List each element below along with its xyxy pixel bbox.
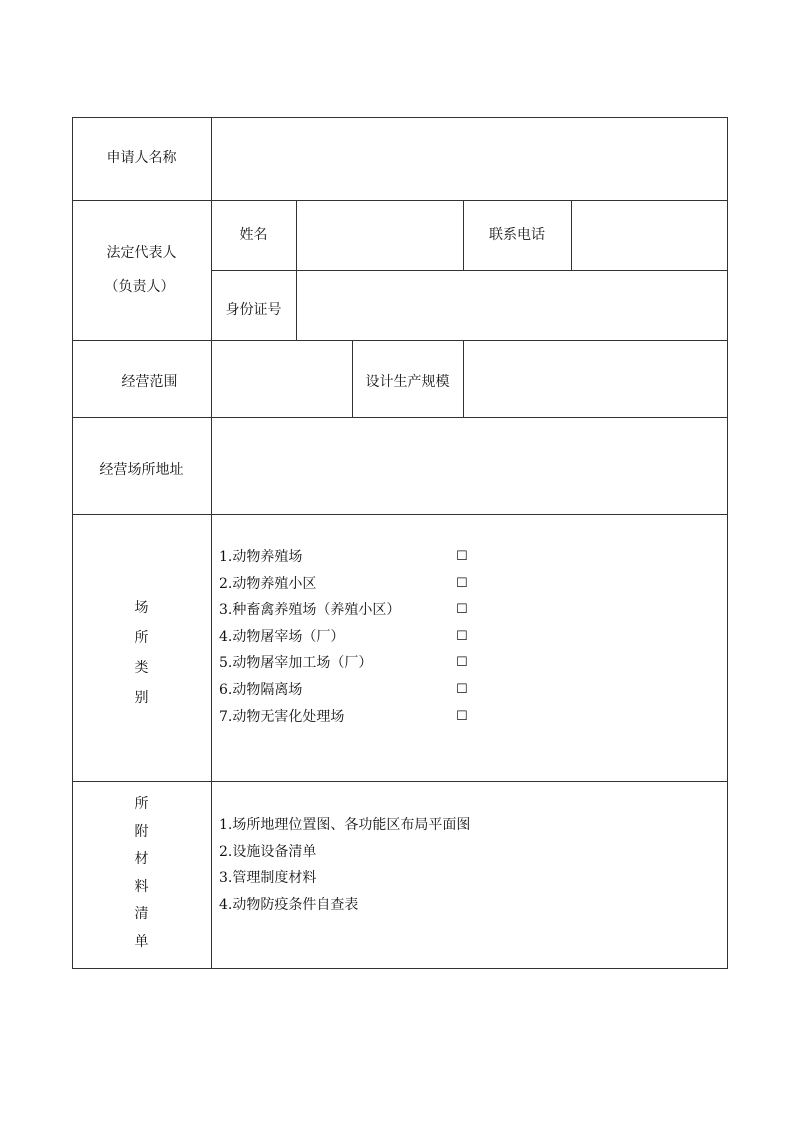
table-border-bottom — [72, 968, 728, 969]
address-field[interactable] — [212, 418, 727, 514]
id-label — [211, 270, 296, 350]
material-item: 4.动物防疫条件自查表 — [219, 896, 359, 913]
site-type-char: 场 — [134, 599, 149, 616]
checkbox-icon[interactable]: ☐ — [456, 628, 468, 644]
site-type-option[interactable] — [219, 704, 468, 731]
address-label — [72, 417, 211, 524]
address-text: 经营场所地址 — [99, 462, 184, 479]
site-type-list — [219, 544, 468, 730]
site-type-option[interactable] — [219, 624, 468, 651]
materials-char: 材 — [134, 851, 149, 867]
phone-text: 联系电话 — [489, 226, 545, 243]
phone-field[interactable] — [572, 201, 727, 270]
legal-rep-label — [72, 200, 211, 340]
materials-label — [72, 786, 211, 961]
checkbox-icon[interactable]: ☐ — [456, 575, 468, 591]
name-field[interactable] — [297, 201, 463, 270]
materials-char: 所 — [134, 796, 149, 812]
id-field[interactable] — [297, 271, 727, 340]
site-type-option[interactable] — [219, 571, 468, 598]
legal-rep-text: 法定代表人 — [106, 245, 177, 261]
site-type-option[interactable] — [219, 677, 468, 704]
capacity-text: 设计生产规模 — [365, 374, 450, 391]
checkbox-icon[interactable]: ☐ — [456, 708, 468, 724]
legal-rep-sub-text: （负责人） — [104, 279, 175, 295]
option-label: 3.种畜禽养殖场（养殖小区） — [219, 602, 401, 619]
materials-char: 清 — [134, 906, 149, 922]
option-label: 7.动物无害化处理场 — [219, 708, 345, 725]
option-label: 2.动物养殖小区 — [219, 575, 317, 592]
business-scope-text: 经营范围 — [121, 374, 178, 391]
checkbox-icon[interactable]: ☐ — [456, 655, 468, 671]
site-type-char: 类 — [134, 659, 149, 676]
phone-label — [463, 200, 571, 270]
checkbox-icon[interactable]: ☐ — [456, 602, 468, 618]
option-label: 6.动物隔离场 — [219, 681, 303, 698]
material-item: 3.管理制度材料 — [219, 870, 317, 887]
capacity-field[interactable] — [464, 341, 727, 417]
name-label — [211, 200, 296, 270]
table-border-right — [727, 117, 728, 969]
checkbox-icon[interactable]: ☐ — [456, 549, 468, 564]
material-item: 2.设施设备清单 — [219, 843, 317, 860]
checkbox-icon[interactable]: ☐ — [456, 681, 468, 697]
option-label: 5.动物屠宰加工场（厂） — [219, 655, 373, 672]
materials-char: 料 — [134, 878, 149, 895]
name-text: 姓名 — [239, 226, 268, 243]
applicant-name-text: 申请人名称 — [106, 150, 177, 167]
site-type-option[interactable] — [219, 597, 468, 624]
materials-char: 单 — [134, 933, 149, 950]
materials-list — [219, 812, 470, 918]
site-type-option[interactable] — [219, 650, 468, 677]
option-label: 4.动物屠宰场（厂） — [219, 628, 345, 645]
capacity-label — [352, 340, 463, 425]
business-scope-label — [80, 340, 219, 425]
applicant-name-field[interactable] — [212, 118, 727, 200]
business-scope-field[interactable] — [212, 341, 352, 417]
site-type-char: 别 — [134, 689, 149, 706]
site-type-option[interactable] — [219, 544, 468, 571]
site-type-char: 所 — [134, 629, 149, 646]
materials-char: 附 — [134, 823, 149, 840]
row-divider — [72, 781, 728, 782]
applicant-name-label — [72, 117, 211, 200]
id-text: 身份证号 — [225, 301, 282, 318]
material-item: 1.场所地理位置图、各功能区布局平面图 — [219, 817, 471, 833]
site-type-label — [72, 590, 211, 715]
option-label: 1.动物养殖场 — [219, 549, 303, 565]
